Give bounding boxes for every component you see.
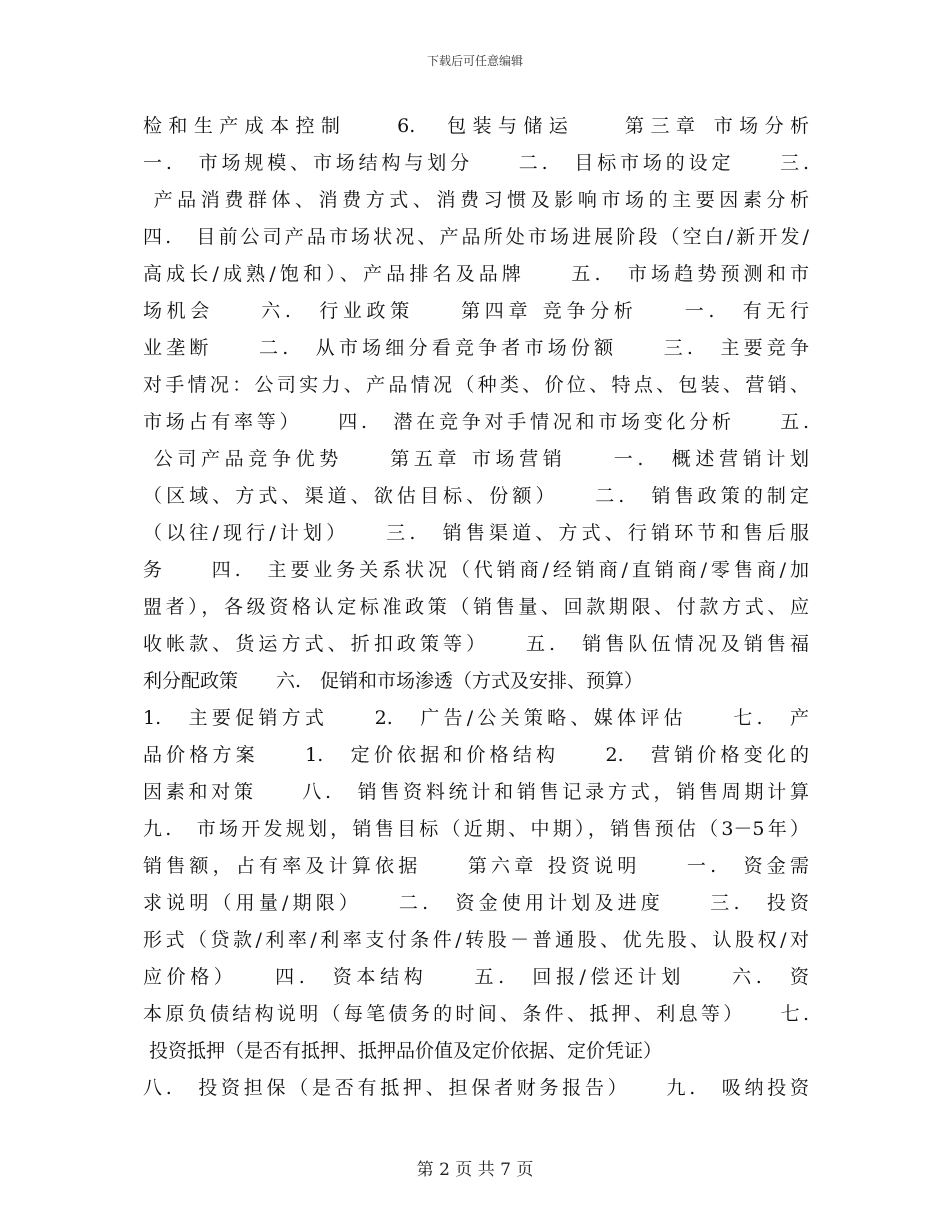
body-line-10: 公司产品竞争优势 第五章 市场营销 一. 概述营销计划 bbox=[143, 448, 809, 470]
body-line-6: 场机会 六. 行业政策 第四章 竞争分析 一. 有无行 bbox=[143, 300, 809, 322]
page-footer: 第 2 页 共 7 页 bbox=[416, 1160, 534, 1180]
body-line-12: （以往/现行/计划） 三. 销售渠道、方式、行销环节和售后服 bbox=[143, 522, 809, 544]
body-line-24: 应价格） 四. 资本结构 五. 回报/偿还计划 六. 资 bbox=[143, 966, 809, 988]
body-line-1: 检和生产成本控制 6. 包装与储运 第三章 市场分析 bbox=[143, 115, 809, 137]
body-line-21: 销售额，占有率及计算依据 第六章 投资说明 一. 资金需 bbox=[143, 855, 809, 877]
body-line-23: 形式（贷款/利率/利率支付条件/转股－普通股、优先股、认股权/对 bbox=[143, 929, 809, 951]
body-line-17: 1. 主要促销方式 2. 广告/公关策略、媒体评估 七. 产 bbox=[143, 707, 809, 729]
body-line-15: 收帐款、货运方式、折扣政策等） 五. 销售队伍情况及销售福 bbox=[143, 633, 809, 655]
body-line-25: 本原负债结构说明（每笔债务的时间、条件、抵押、利息等） 七. bbox=[143, 1003, 809, 1025]
body-line-5: 高成长/成熟/饱和）、产品排名及品牌 五. 市场趋势预测和市 bbox=[143, 263, 809, 285]
body-line-13: 务 四. 主要业务关系状况（代销商/经销商/直销商/零售商/加 bbox=[143, 559, 809, 581]
body-line-19: 因素和对策 八. 销售资料统计和销售记录方式，销售周期计算 bbox=[143, 781, 809, 803]
body-line-16: 利分配政策 六. 促销和市场渗透（方式及安排、预算） bbox=[143, 670, 644, 692]
document-body bbox=[143, 108, 809, 1107]
body-line-4: 四. 目前公司产品市场状况、产品所处市场进展阶段（空白/新开发/ bbox=[143, 226, 809, 248]
body-line-7: 业垄断 二. 从市场细分看竞争者市场份额 三. 主要竞争 bbox=[143, 337, 809, 359]
page-header: 下载后可任意编辑 bbox=[426, 54, 523, 68]
body-line-26: 投资抵押（是否有抵押、抵押品价值及定价依据、定价凭证） bbox=[143, 1040, 663, 1062]
body-line-11: （区域、方式、渠道、欲估目标、份额） 二. 销售政策的制定 bbox=[143, 485, 809, 507]
body-line-8: 对手情况：公司实力、产品情况（种类、价位、特点、包装、营销、 bbox=[143, 374, 809, 396]
body-line-18: 品价格方案 1. 定价依据和价格结构 2. 营销价格变化的 bbox=[143, 744, 809, 766]
body-line-22: 求说明（用量/期限） 二. 资金使用计划及进度 三. 投资 bbox=[143, 892, 809, 914]
body-line-9: 市场占有率等） 四. 潜在竞争对手情况和市场变化分析 五. bbox=[143, 411, 809, 433]
body-line-14: 盟者），各级资格认定标准政策（销售量、回款期限、付款方式、应 bbox=[143, 596, 809, 618]
body-line-2: 一. 市场规模、市场结构与划分 二. 目标市场的设定 三. bbox=[143, 152, 809, 174]
body-line-20: 九. 市场开发规划，销售目标（近期、中期），销售预估（3－5年） bbox=[143, 818, 809, 840]
body-line-3: 产品消费群体、消费方式、消费习惯及影响市场的主要因素分析 bbox=[143, 189, 809, 211]
body-line-27: 八. 投资担保（是否有抵押、担保者财务报告） 九. 吸纳投资 bbox=[143, 1077, 809, 1099]
